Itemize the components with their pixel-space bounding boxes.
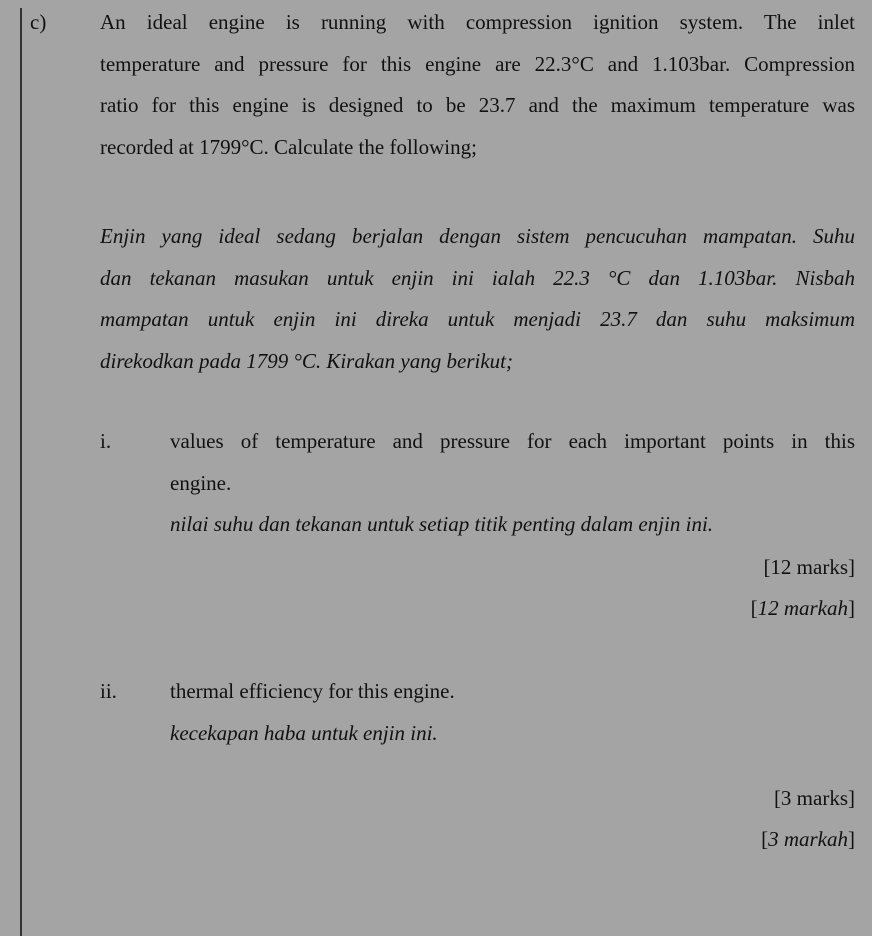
margin-line bbox=[20, 8, 22, 936]
marks-english: [3 marks] bbox=[773, 786, 855, 810]
part-i-label: i. bbox=[100, 429, 112, 453]
text-line: direkodkan pada 1799 °C. Kirakan yang berikut; bbox=[100, 348, 513, 373]
text-line: engine. bbox=[170, 470, 232, 495]
marks-english: [12 marks] bbox=[763, 555, 855, 579]
markah-num: 12 bbox=[757, 596, 779, 620]
text-line: An ideal engine is running with compression ignition system. The inlet bbox=[100, 10, 855, 34]
markah-num: 3 bbox=[768, 827, 779, 851]
part-ii-label: ii. bbox=[100, 679, 117, 703]
text-line: thermal efficiency for this engine. bbox=[170, 679, 455, 703]
question-english bbox=[100, 2, 855, 168]
text-line: mampatan untuk enjin ini direka untuk menjadi 23.7 dan suhu maksimum bbox=[100, 307, 855, 331]
question-malay bbox=[100, 216, 855, 382]
text-line: Enjin yang ideal sedang berjalan dengan sistem pencucuhan mampatan. Suhu bbox=[100, 224, 855, 248]
text-line: ratio for this engine is designed to be 23.7 and the maximum temperature was bbox=[100, 93, 855, 117]
text-line: recorded at 1799°C. Calculate the following; bbox=[100, 134, 477, 159]
text-line: dan tekanan masukan untuk enjin ini ialah 22.3 °C dan 1.103bar. Nisbah bbox=[100, 265, 855, 290]
malay-text: kecekapan haba untuk enjin ini. bbox=[170, 720, 438, 745]
text-line: temperature and pressure for this engine are 22.3°C and 1.103bar. Compression bbox=[100, 51, 855, 76]
marks-malay: [12 markah] bbox=[750, 596, 855, 620]
markah-word: markah bbox=[783, 827, 848, 851]
question-label: c) bbox=[30, 10, 47, 34]
part-i bbox=[170, 421, 855, 546]
marks-malay: [3 markah] bbox=[761, 827, 855, 851]
text-line: values of temperature and pressure for each important points in this bbox=[170, 429, 855, 453]
malay-text: nilai suhu dan tekanan untuk setiap titik penting dalam enjin ini. bbox=[170, 512, 714, 536]
markah-word: markah bbox=[783, 596, 848, 620]
part-ii bbox=[170, 671, 855, 754]
